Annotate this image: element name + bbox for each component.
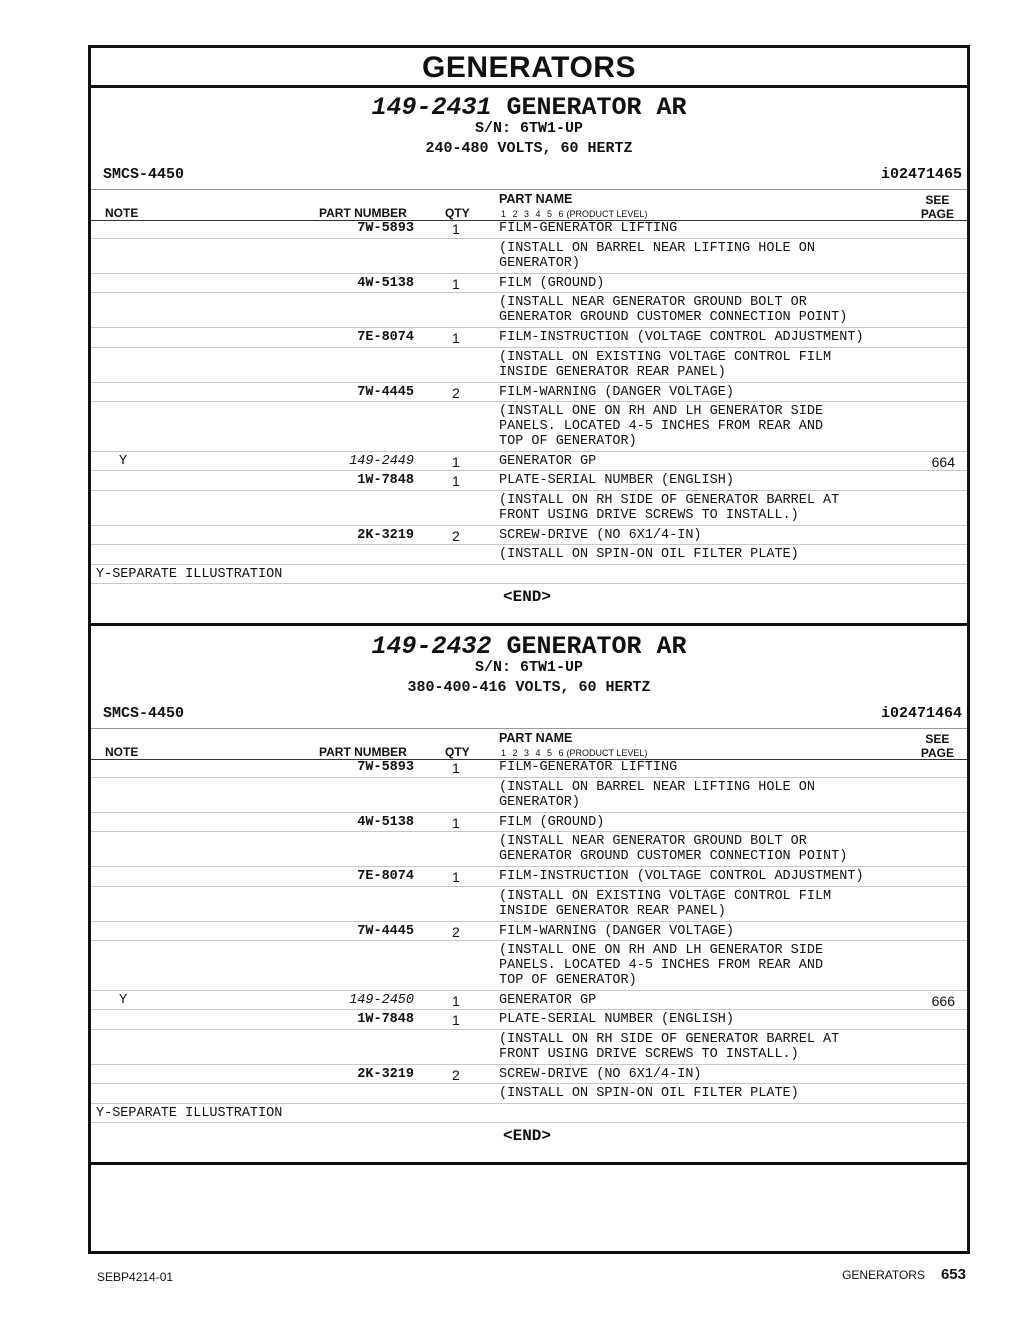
col-qty: QTY: [445, 206, 470, 220]
parts-rows: [91, 219, 967, 614]
part-number-cell: 4W-5138: [357, 814, 414, 830]
col-qty: QTY: [445, 745, 470, 759]
qty-cell: 2: [452, 923, 460, 940]
part-name-cell: (INSTALL NEAR GENERATOR GROUND BOLT OR GENERATOR GROUND CUSTOMER CONNECTION POINT): [499, 834, 848, 864]
footnote-row: [91, 1104, 967, 1123]
part-name-cell: PLATE-SERIAL NUMBER (ENGLISH): [499, 473, 734, 488]
spec-line: 240-480 VOLTS, 60 HERTZ: [425, 140, 633, 157]
table-row: [91, 545, 967, 565]
part-name-cell: FILM-GENERATOR LIFTING: [499, 221, 678, 236]
footnote-row: [91, 565, 967, 584]
part-number-cell: 2K-3219: [357, 1066, 414, 1082]
part-name-cell: SCREW-DRIVE (NO 6X1/4-IN): [499, 1066, 702, 1082]
part-name-cell: SCREW-DRIVE (NO 6X1/4-IN): [499, 527, 702, 543]
part-name-cell: (INSTALL ON BARREL NEAR LIFTING HOLE ON GENERATOR): [499, 240, 815, 271]
part-number-cell: 149-2450: [349, 992, 414, 1008]
part-name-cell: (INSTALL ON EXISTING VOLTAGE CONTROL FILM INSIDE GENERATOR REAR PANEL): [499, 888, 832, 919]
part-number-cell: 1W-7848: [357, 1012, 414, 1027]
page-footer: [842, 1266, 966, 1283]
smcs-code: SMCS-4450: [103, 705, 185, 722]
table-row: [91, 491, 967, 526]
part-number-cell: 4W-5138: [357, 275, 414, 291]
product-levels: [501, 209, 647, 219]
footer-section: GENERATORS: [842, 1268, 925, 1282]
product-levels: [501, 748, 647, 758]
see-page-cell: 664: [931, 453, 955, 470]
table-row: [91, 348, 967, 383]
part-number-cell: 7W-4445: [357, 923, 414, 939]
end-row: [91, 1123, 967, 1153]
col-part-name: PART NAME: [499, 731, 573, 745]
qty-cell: 1: [452, 221, 460, 237]
table-row: [91, 274, 967, 294]
qty-cell: 1: [452, 814, 460, 831]
see-label: SEE: [925, 732, 950, 746]
table-row: [91, 778, 967, 813]
qty-cell: 1: [452, 760, 460, 776]
table-row: [91, 991, 967, 1011]
parts-section: [91, 85, 967, 623]
table-row: [91, 383, 967, 403]
group-number: 149-2431: [371, 93, 492, 122]
product-level-label: (PRODUCT LEVEL): [566, 209, 648, 219]
parts-section: [91, 624, 967, 1162]
table-row: [91, 1084, 967, 1104]
part-name-cell: (INSTALL ON BARREL NEAR LIFTING HOLE ON GENERATOR): [499, 779, 815, 810]
part-name-cell: FILM (GROUND): [499, 814, 605, 830]
part-name-cell: (INSTALL ON SPIN-ON OIL FILTER PLATE): [499, 547, 799, 562]
part-name-cell: (INSTALL ONE ON RH AND LH GENERATOR SIDE PANELS. LOCATED 4-5 INCHES FROM REAR AND TOP OF GENERATOR): [499, 404, 824, 449]
part-number-cell: 149-2449: [349, 453, 414, 469]
qty-cell: 2: [452, 384, 460, 401]
note-cell: Y: [119, 992, 128, 1008]
end-marker: <END>: [503, 587, 552, 606]
part-number-cell: 7W-4445: [357, 384, 414, 400]
table-row: [91, 452, 967, 472]
part-name-cell: FILM-GENERATOR LIFTING: [499, 760, 678, 775]
part-name-cell: FILM-INSTRUCTION (VOLTAGE CONTROL ADJUSTMENT): [499, 330, 864, 345]
section-title: [91, 632, 967, 662]
level-numbers: 1 2 3 4 5 6: [501, 748, 564, 758]
col-part-number: PART NUMBER: [319, 745, 407, 759]
spec-line: 380-400-416 VOLTS, 60 HERTZ: [407, 679, 651, 696]
product-level-label: (PRODUCT LEVEL): [566, 748, 648, 758]
part-name-cell: (INSTALL ON RH SIDE OF GENERATOR BARREL AT FRONT USING DRIVE SCREWS TO INSTALL.): [499, 492, 840, 523]
illustration-id: i02471464: [880, 705, 962, 722]
qty-cell: 1: [452, 869, 460, 885]
end-row: [91, 584, 967, 614]
qty-cell: 1: [452, 992, 460, 1009]
part-number-cell: 7E-8074: [357, 869, 414, 884]
qty-cell: 1: [452, 1012, 460, 1028]
part-name-cell: (INSTALL ON SPIN-ON OIL FILTER PLATE): [499, 1086, 799, 1101]
col-note: NOTE: [105, 745, 139, 759]
table-row: [91, 1030, 967, 1065]
col-see-page: [921, 193, 954, 221]
level-numbers: 1 2 3 4 5 6: [501, 209, 564, 219]
col-note: NOTE: [105, 206, 139, 220]
qty-cell: 1: [452, 330, 460, 346]
col-part-number: PART NUMBER: [319, 206, 407, 220]
qty-cell: 1: [452, 453, 460, 470]
serial-range: S/N: 6TW1-UP: [474, 120, 584, 137]
table-row: [91, 758, 967, 778]
col-see-page: [921, 732, 954, 760]
qty-cell: 1: [452, 473, 460, 489]
table-row: [91, 402, 967, 452]
serial-range: S/N: 6TW1-UP: [474, 659, 584, 676]
part-name-cell: (INSTALL ON RH SIDE OF GENERATOR BARREL AT FRONT USING DRIVE SCREWS TO INSTALL.): [499, 1031, 840, 1062]
smcs-code: SMCS-4450: [103, 166, 185, 183]
table-row: [91, 832, 967, 867]
table-row: [91, 941, 967, 991]
table-row: [91, 887, 967, 922]
column-header: [91, 189, 967, 221]
part-name-cell: FILM-WARNING (DANGER VOLTAGE): [499, 384, 734, 400]
footnote: Y-SEPARATE ILLUSTRATION: [96, 1105, 283, 1121]
part-name-cell: (INSTALL ON EXISTING VOLTAGE CONTROL FILM INSIDE GENERATOR REAR PANEL): [499, 349, 832, 380]
table-row: [91, 867, 967, 887]
illustration-id: i02471465: [880, 166, 962, 183]
doc-id: SEBP4214-01: [97, 1270, 174, 1284]
qty-cell: 2: [452, 1066, 460, 1083]
part-name-cell: FILM-INSTRUCTION (VOLTAGE CONTROL ADJUSTMENT): [499, 869, 864, 884]
part-number-cell: 1W-7848: [357, 473, 414, 488]
part-number-cell: 7E-8074: [357, 330, 414, 345]
group-name: GENERATOR AR: [506, 632, 687, 661]
group-number: 149-2432: [371, 632, 492, 661]
end-marker: <END>: [503, 1126, 552, 1145]
see-page-cell: 666: [931, 992, 955, 1009]
section-divider: [91, 1162, 967, 1165]
page-label: PAGE: [920, 746, 954, 760]
part-name-cell: FILM-WARNING (DANGER VOLTAGE): [499, 923, 734, 939]
part-name-cell: GENERATOR GP: [499, 453, 597, 469]
table-row: [91, 526, 967, 546]
part-number-cell: 7W-5893: [357, 221, 414, 236]
table-row: [91, 293, 967, 328]
table-row: [91, 1065, 967, 1085]
see-label: SEE: [925, 193, 950, 207]
parts-rows: [91, 758, 967, 1153]
page-frame: [88, 45, 970, 1254]
part-number-cell: 7W-5893: [357, 760, 414, 775]
part-name-cell: FILM (GROUND): [499, 275, 605, 291]
table-row: [91, 922, 967, 942]
table-row: [91, 328, 967, 348]
page-title: GENERATORS: [91, 48, 967, 88]
note-cell: Y: [119, 453, 128, 469]
part-name-cell: PLATE-SERIAL NUMBER (ENGLISH): [499, 1012, 734, 1027]
group-name: GENERATOR AR: [506, 93, 687, 122]
part-name-cell: GENERATOR GP: [499, 992, 597, 1008]
table-row: [91, 219, 967, 239]
col-part-name: PART NAME: [499, 192, 573, 206]
table-row: [91, 813, 967, 833]
section-title: [91, 93, 967, 123]
qty-cell: 1: [452, 275, 460, 292]
qty-cell: 2: [452, 527, 460, 544]
table-row: [91, 1010, 967, 1030]
page-number: 653: [940, 1266, 966, 1283]
part-number-cell: 2K-3219: [357, 527, 414, 543]
column-header: [91, 728, 967, 760]
table-row: [91, 471, 967, 491]
part-name-cell: (INSTALL NEAR GENERATOR GROUND BOLT OR GENERATOR GROUND CUSTOMER CONNECTION POINT): [499, 295, 848, 325]
footnote: Y-SEPARATE ILLUSTRATION: [96, 566, 283, 582]
part-name-cell: (INSTALL ONE ON RH AND LH GENERATOR SIDE PANELS. LOCATED 4-5 INCHES FROM REAR AND TOP OF GENERATOR): [499, 943, 824, 988]
table-row: [91, 239, 967, 274]
page-label: PAGE: [920, 207, 954, 221]
